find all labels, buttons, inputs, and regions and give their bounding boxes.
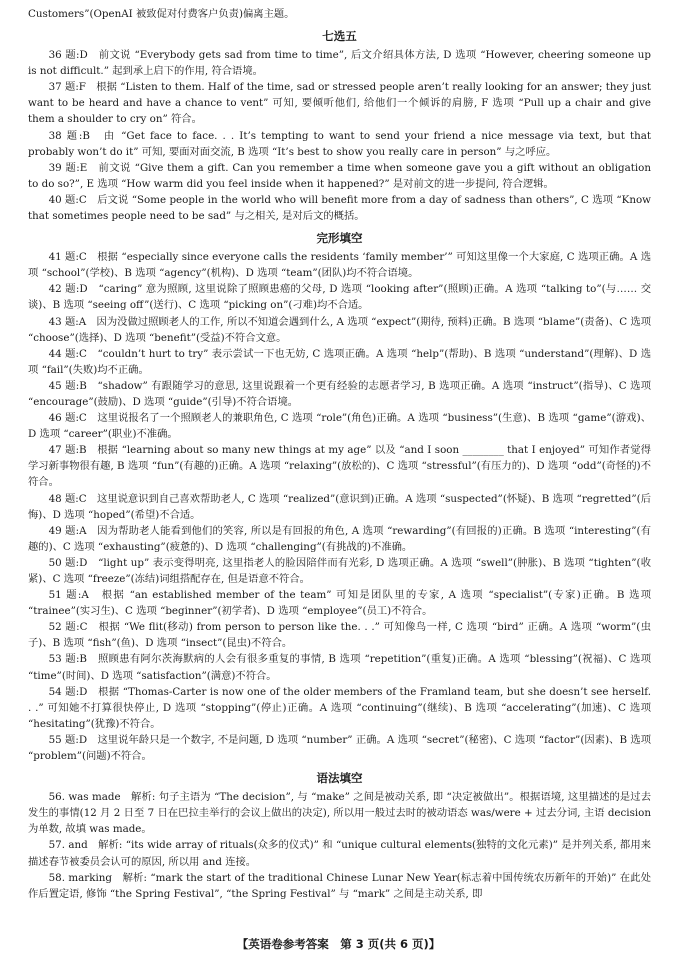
answer-paragraph: 40 题:C 后文说 “Some people in the world who will benefit more from a day of sadness than others”, C 选项 “Know that sometimes people need to be sad” 与之相关, 是对后文的概括。 xyxy=(28,193,651,223)
answer-paragraph: 54 题:D 根据 “Thomas-Carter is now one of the older members of the Framland team, but she doesn’t see herself. . .” 可知她不打算很快停止, D 选项 “stopping”(停止)正确。A 选项 “continuing”(继续)、B 选项 “accelerating”(加速)、C 选项 “hesitating”(犹豫)不符合。 xyxy=(28,685,651,730)
section-cloze xyxy=(28,229,651,764)
answer-paragraph: 41 题:C 根据 “especially since everyone calls the residents ‘family member’” 可知这里像一个大家庭, C 选项正确。A 选项 “school”(学校)、B 选项 “agency”(机构)、D 选项 “team”(团队)均不符合语境。 xyxy=(28,251,651,280)
answer-paragraph: 45 题:B “shadow” 有跟随学习的意思, 这里说跟着一个更有经验的志愿者学习, B 选项正确。A 选项 “instruct”(指导)、C 选项 “encourage”(鼓励)、D 选项 “guide”(引导)不符合语境。 xyxy=(28,379,651,408)
section-grammar-fill xyxy=(28,769,651,902)
answer-paragraph: 39 题:E 前文说 “Give them a gift. Can you remember a time when someone gave you a gift without an obligation to do so?”, E 选项 “How warm did you feel inside when it happened?” 是对前文的进一步提问, 符合逻辑。 xyxy=(28,161,651,190)
answer-paragraph: 52 题:C 根据 “We flit(移动) from person to person like the. . .” 可知像鸟一样, C 选项 “bird” 正确。A 选项 “worm”(虫子)、B 选项 “fish”(鱼)、D 选项 “insect”(昆虫)不符合。 xyxy=(28,621,651,650)
answer-paragraph: 43 题:A 因为没做过照顾老人的工作, 所以不知道会遇到什么, A 选项 “expect”(期待, 预料)正确。B 选项 “blame”(责备)、C 选项 “choose”(选择)、D 选项 “benefit”(受益)不符合文意。 xyxy=(28,315,651,344)
answer-paragraph: 55 题:D 这里说年龄只是一个数字, 不是问题, D 选项 “number” 正确。A 选项 “secret”(秘密)、C 选项 “factor”(因素)、B 选项 “problem”(问题)不符合。 xyxy=(28,733,651,763)
page-footer: 【英语卷参考答案 第 3 页(共 6 页)】 xyxy=(236,937,441,951)
answer-paragraph: 46 题:C 这里说报名了一个照顾老人的兼职角色, C 选项 “role”(角色)正确。A 选项 “business”(生意)、B 选项 “game”(游戏)、D 选项 “career”(职业)不准确。 xyxy=(28,412,651,441)
section-title: 七选五 xyxy=(322,29,357,44)
section-seven-choose-five xyxy=(28,27,651,224)
answer-paragraph: 44 题:C “couldn’t hurt to try” 表示尝试一下也无妨, C 选项正确。A 选项 “help”(帮助)、B 选项 “understand”(理解)、D 选项 “fail”(失败)均不正确。 xyxy=(28,347,651,376)
answer-paragraph: 37 题:F 根据 “Listen to them. Half of the time, sad or stressed people aren’t really looking for an answer; they just want to be heard and have a chance to vent” 可知, 要倾听他们, 给他们一个倾诉的肩膀, F 选项 “Pull up a chair and give them a shoulder to cry on” 符合。 xyxy=(28,81,651,126)
answer-paragraph: 58. marking 解析: “mark the start of the traditional Chinese Lunar New Year(标志着中国传统农历新年的开始)” 在此处作后置定语, 修饰 “the Spring Festival”, “the Spring Festival” 与 “mark” 之间是主动关系, 即 xyxy=(28,871,651,900)
answer-paragraph: 42 题:D “caring” 意为照顾, 这里说除了照顾患癌的父母, D 选项 “looking after”(照顾)正确。A 选项 “talking to”(与…… 交谈)、B 选项 “seeing off”(送行)、C 选项 “picking on”(刁难)均不合适。 xyxy=(28,283,651,312)
section-title: 完形填空 xyxy=(316,231,363,246)
answer-paragraph: 38 题:B 由 “Get face to face. . . It’s tempting to want to send your friend a nice message via text, but that probably won’t do it” 可知, 要面对面交流, B 选项 “It’s best to show you really care in person” 与之呼应。 xyxy=(28,129,651,158)
answer-paragraph: 48 题:C 这里说意识到自己喜欢帮助老人, C 选项 “realized”(意识到)正确。A 选项 “suspected”(怀疑)、B 选项 “regretted”(后悔)、D 选项 “hoped”(希望)不合适。 xyxy=(28,492,651,521)
answer-paragraph: 56. was made 解析: 句子主语为 “The decision”, 与 “make” 之间是被动关系, 即 “决定被做出”。根据语境, 这里描述的是过去发生的事情(12 月 2 日至 7 日在巴拉圭举行的会议上做出的决定), 所以用一般过去时的被动语态 was/were + 过去分词, 主语 decision 为单数, 故填 was made。 xyxy=(28,791,651,836)
answer-paragraph: 50 题:D “light up” 表示变得明亮, 这里指老人的脸因陪伴而有光彩, D 选项正确。A 选项 “swell”(肿胀)、B 选项 “tighten”(收紧)、C 选项 “freeze”(冻结)词组搭配存在, 但是语意不符合。 xyxy=(28,556,651,585)
answer-paragraph: 47 题:B 根据 “learning about so many new things at my age” 以及 “and I soon ________ that I enjoyed” 可知作者觉得学习新事物很有趣, B 选项 “fun”(有趣的)正确。A 选项 “relaxing”(放松的)、C 选项 “stressful”(有压力的)、D 选项 “odd”(奇怪的)不符合。 xyxy=(28,444,651,489)
intro-paragraph: Customers”(OpenAI 被致促对付费客户负责)偏离主题。 xyxy=(28,8,295,20)
answer-paragraph: 51 题:A 根据 “an established member of the team” 可知是团队里的专家, A 选项 “specialist”(专家)正确。B 选项 “trainee”(实习生)、C 选项 “beginner”(初学者)、D 选项 “employee”(员工)不符合。 xyxy=(28,589,651,618)
answer-paragraph: 49 题:A 因为帮助老人能看到他们的笑容, 所以是有回报的角色, A 选项 “rewarding”(有回报的)正确。B 选项 “interesting”(有趣的)、C 选项 “exhausting”(疲惫的)、D 选项 “challenging”(有挑战的)不准确。 xyxy=(28,524,651,553)
page-content xyxy=(28,6,651,902)
answer-paragraph: 57. and 解析: “its wide array of rituals(众多的仪式)” 和 “unique cultural elements(独特的文化元素)” 是并列关系, 都用来描述春节被委员会认可的原因, 所以用 and 连接。 xyxy=(28,839,651,868)
answer-paragraph: 36 题:D 前文说 “Everybody gets sad from time to time”, 后文介绍具体方法, D 选项 “However, cheering someone up is not difficult.” 起到承上启下的作用, 符合语境。 xyxy=(28,49,651,78)
answer-paragraph: 53 题:B 照顾患有阿尔茨海默病的人会有很多重复的事情, B 选项 “repetition”(重复)正确。A 选项 “blessing”(祝福)、C 选项 “time”(时间)、D 选项 “satisfaction”(满意)不符合。 xyxy=(28,653,651,682)
section-title: 语法填空 xyxy=(316,771,363,786)
